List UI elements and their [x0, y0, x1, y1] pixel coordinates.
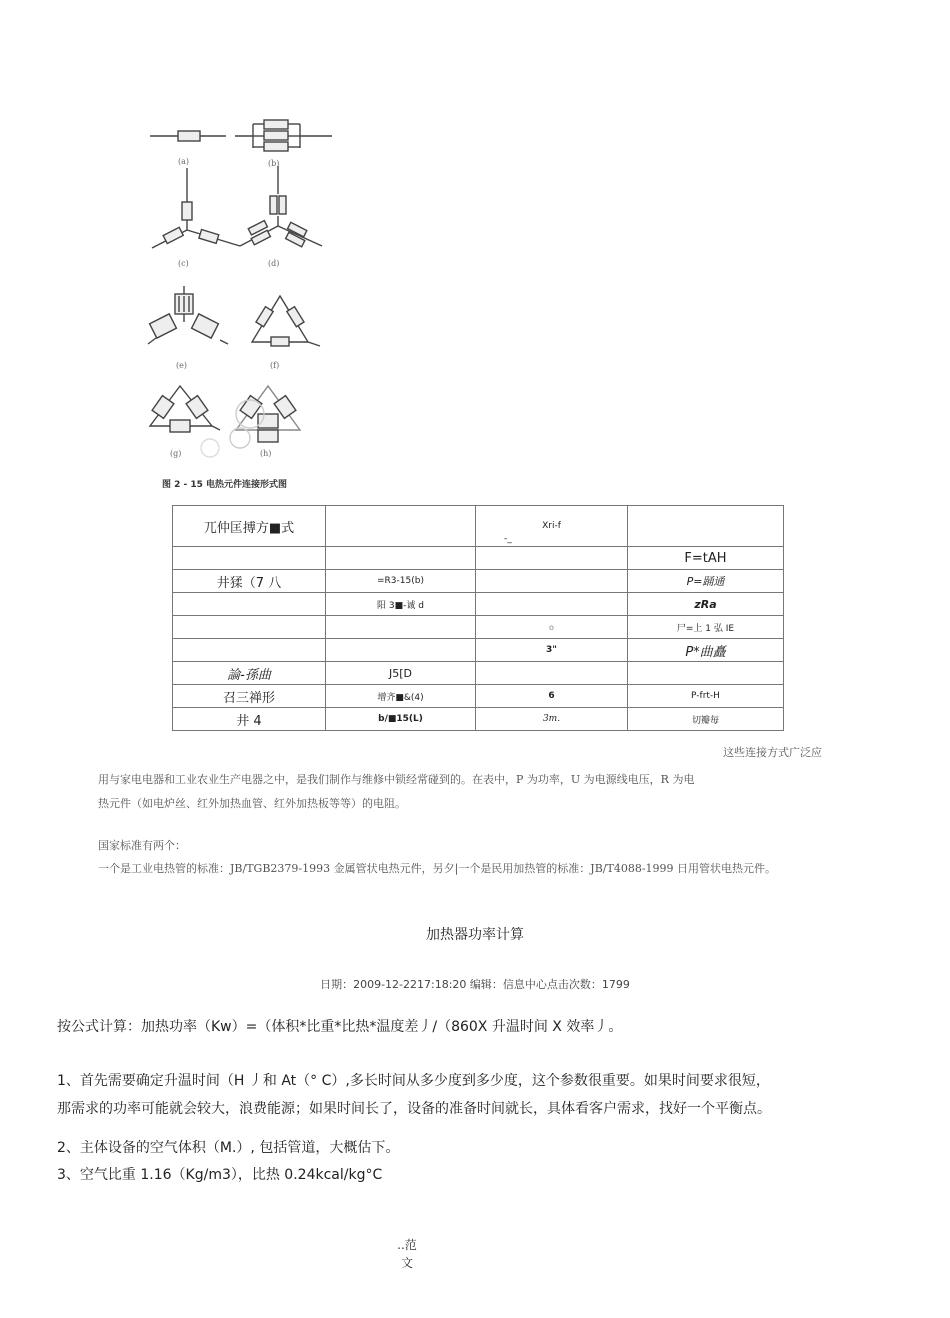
figure-caption-h: (h) [260, 449, 272, 458]
figure-caption-c: (c) [178, 259, 189, 268]
table-cell: 增齐■&(4) [326, 685, 476, 708]
table-cell: b/■15(L) [326, 708, 476, 731]
table-cell [326, 639, 476, 662]
table-row [173, 616, 784, 639]
table-cell: 切瓣毎 [628, 708, 784, 731]
table-row [173, 506, 784, 547]
intro-line-1: 用与家电电器和工业农业生产电器之中，是我们制作与维修中锁经常碰到的。在表中，P 为功率，U 为电源线电压，R 为电 [98, 773, 695, 786]
table-cell: P=踊通 [628, 570, 784, 593]
table-cell: J5[D [326, 662, 476, 685]
table-row [173, 639, 784, 662]
table-cell: 3" [476, 639, 628, 662]
table-cell: F=tAH [628, 547, 784, 570]
table-cell [173, 616, 326, 639]
table-cell [476, 547, 628, 570]
table-note: 这些连接方式广泛应 [723, 746, 822, 759]
standards-heading: 国家标准有两个： [98, 839, 186, 852]
article-title: 加热器功率计算 [426, 927, 524, 943]
table-cell [173, 593, 326, 616]
table-cell [173, 547, 326, 570]
standards-line: 一个是工业电热管的标准：JB/TGB2379-1993 金属管状电热元件，另夕|一个是民用加热管的标准：JB/T4088-1999 日用管状电热元件。 [98, 862, 777, 875]
formula-line: 按公式计算：加热功率（Kw）=（体积*比重*比热*温度差丿/（860X 升温时间 X 效率丿。 [57, 1019, 623, 1035]
table-cell: P-frt-H [628, 685, 784, 708]
table-cell: 井 4 [173, 708, 326, 731]
table-cell: 井猱（7 八 [173, 570, 326, 593]
table-row [173, 593, 784, 616]
table-cell [628, 506, 784, 547]
table-cell: 3m. [476, 708, 628, 731]
table-cell: o [476, 616, 628, 639]
table-cell [326, 547, 476, 570]
footer-line-1: ..范 [397, 1238, 417, 1252]
table-cell [326, 506, 476, 547]
table-cell: =R3-15(b) [326, 570, 476, 593]
item-1-line-1: 1、首先需要确定升温时间（H 丿和 At（° C）,多长时间从多少度到多少度，这个参数很重要。如果时间要求很短， [57, 1073, 770, 1089]
page-footer [392, 1236, 422, 1272]
table-mark: -_ [504, 534, 512, 544]
table-row [173, 708, 784, 731]
table-cell: zRa [628, 593, 784, 616]
table-cell [476, 593, 628, 616]
table-row [173, 685, 784, 708]
footer-line-2: 文 [400, 1256, 413, 1270]
table-row [173, 570, 784, 593]
intro-line-2: 热元件（如电炉丝、红外加热血管、红外加热板等等）的电阻。 [98, 797, 406, 810]
table-row [173, 547, 784, 570]
connection-diagram-figure [140, 118, 340, 498]
item-2: 2、主体设备的空气体积（M.）, 包括管道，大概估下。 [57, 1140, 400, 1156]
table-cell-text: Xri-f [542, 521, 561, 531]
table-cell [476, 570, 628, 593]
table-cell [326, 616, 476, 639]
figure-title: 图 2 - 15 电热元件连接形式图 [162, 480, 288, 490]
item-3: 3、空气比重 1.16（Kg/m3），比热 0.24kcal/kg°C [57, 1167, 383, 1183]
table-cell: 尸=上 1 弘 IE [628, 616, 784, 639]
figure-caption-g: (g) [170, 449, 182, 458]
article-meta: 日期：2009-12-2217:18:20 编辑：信息中心点击次数：1799 [320, 978, 630, 991]
item-1-line-2: 那需求的功率可能就会较大，浪费能源；如果时间长了，设备的准备时间就长，具体看客户需求，找好一个平衡点。 [57, 1101, 771, 1117]
figure-caption-a: (a) [178, 157, 190, 166]
table-cell [476, 506, 628, 547]
table-row [173, 662, 784, 685]
table-cell [628, 662, 784, 685]
table-cell [476, 662, 628, 685]
figure-caption-d: (d) [268, 259, 280, 268]
table-cell: 阳 3■-诚 d [326, 593, 476, 616]
table-cell: 論-孫曲 [173, 662, 326, 685]
figure-caption-f: (f) [270, 361, 280, 370]
figure-caption-b: (b) [268, 159, 280, 168]
connection-formula-table [172, 505, 784, 731]
table-cell: P*曲矗 [628, 639, 784, 662]
table-cell: 6 [476, 685, 628, 708]
table-cell: 兀仲匡搏方■式 [173, 506, 326, 547]
table-cell: 召三禅形 [173, 685, 326, 708]
figure-caption-e: (e) [176, 361, 187, 370]
table-cell [173, 639, 326, 662]
